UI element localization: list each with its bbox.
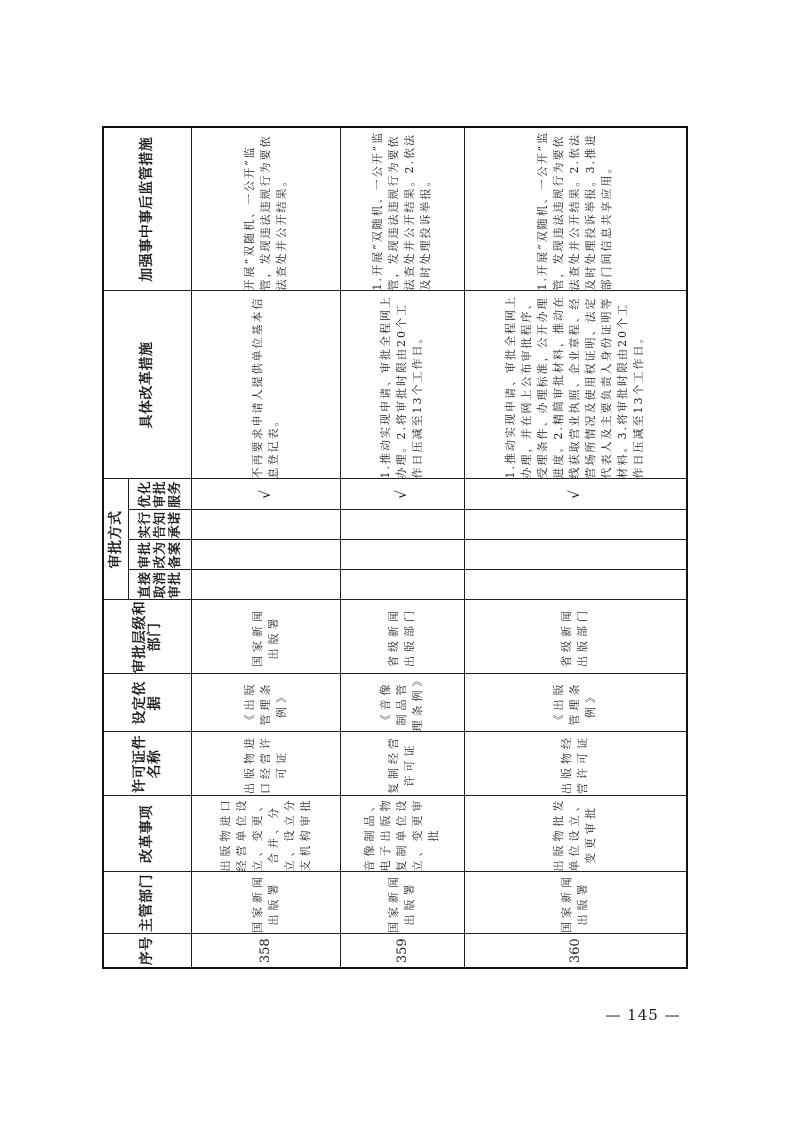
row-m1	[464, 570, 687, 600]
row-m1	[340, 570, 464, 600]
row-m2	[464, 540, 687, 570]
row-level: 国家新闻出版署	[192, 600, 341, 674]
header-basis: 设定依据	[103, 674, 192, 732]
row-item: 出版物进口经营单位设立、变更、合并、分立、设立分支机构审批	[192, 796, 341, 872]
row-basis: 《出版管理条例》	[192, 674, 341, 732]
row-m4-check: √	[340, 479, 464, 510]
reform-measures-table	[102, 126, 688, 969]
row-dept: 国家新闻出版署	[192, 872, 341, 934]
row-basis: 《出版管理条例》	[464, 674, 687, 732]
rotated-page-content	[102, 128, 688, 969]
row-supervision: 开展“双随机、一公开”监管，发现违法违规行为要依法查处并公开结果。	[192, 127, 341, 291]
header-m4: 优化审批服务	[129, 479, 192, 510]
header-dept: 主管部门	[103, 872, 192, 934]
row-supervision: 1.开展“双随机、一公开”监管，发现违法违规行为要依法查处并公开结果。2.依法及时处理投诉举报。	[340, 127, 464, 291]
table-row	[340, 127, 464, 968]
row-seq: 359	[340, 934, 464, 968]
header-item: 改革事项	[103, 796, 192, 872]
header-measures: 具体改革措施	[103, 291, 192, 479]
row-item: 出版物批发单位设立、变更审批	[464, 796, 687, 872]
row-measures: 不再要求申请人提供单位基本信息登记表。	[192, 291, 341, 479]
row-measures: 1.推动实现申请、审批全程网上办理。2.将审批时限由20个工作日压减至13个工作日。	[340, 291, 464, 479]
row-measures: 1.推动实现申请、审批全程网上办理，并在网上公布审批程序、受理条件、办理标准，公开办理进度。2.精简审批材料，推动在线获取营业执照、企业章程、经营场所情况及使用权证明、法定代表人及主要负责人身份证明等材料。3.将审批时限由20个工作日压减至13个工作日。	[464, 291, 687, 479]
row-level: 省级新闻出版部门	[340, 600, 464, 674]
header-m1: 直接取消审批	[129, 570, 192, 600]
header-level: 审批层级和部门	[103, 600, 192, 674]
row-license: 出版物经营许可证	[464, 732, 687, 796]
header-row-1	[103, 127, 129, 968]
page-number: — 145 —	[605, 1006, 681, 1024]
table-row	[464, 127, 687, 968]
row-supervision: 1.开展“双随机、一公开”监管，发现违法违规行为要依法查处并公开结果。2.依法及时处理投诉举报。3.推进部门间信息共享应用。	[464, 127, 687, 291]
header-license: 许可证件名称	[103, 732, 192, 796]
row-dept: 国家新闻出版署	[464, 872, 687, 934]
row-m3	[340, 510, 464, 540]
header-m3: 实行告知承诺	[129, 510, 192, 540]
table-row	[192, 127, 341, 968]
row-basis: 《音像制品管理条例》	[340, 674, 464, 732]
row-m4-check: √	[192, 479, 341, 510]
row-m2	[340, 540, 464, 570]
row-m4-check: √	[464, 479, 687, 510]
row-m3	[464, 510, 687, 540]
header-supervision: 加强事中事后监管措施	[103, 127, 192, 291]
row-license: 出版物进口经营许可证	[192, 732, 341, 796]
row-m2	[192, 540, 341, 570]
row-m1	[192, 570, 341, 600]
header-seq: 序号	[103, 934, 192, 968]
row-m3	[192, 510, 341, 540]
row-license: 复制经营许可证	[340, 732, 464, 796]
row-seq: 360	[464, 934, 687, 968]
header-m2: 审批改为备案	[129, 540, 192, 570]
row-dept: 国家新闻出版署	[340, 872, 464, 934]
header-method: 审批方式	[103, 479, 129, 600]
row-item: 音像制品、电子出版物复制单位设立、变更审批	[340, 796, 464, 872]
row-seq: 358	[192, 934, 341, 968]
row-level: 省级新闻出版部门	[464, 600, 687, 674]
